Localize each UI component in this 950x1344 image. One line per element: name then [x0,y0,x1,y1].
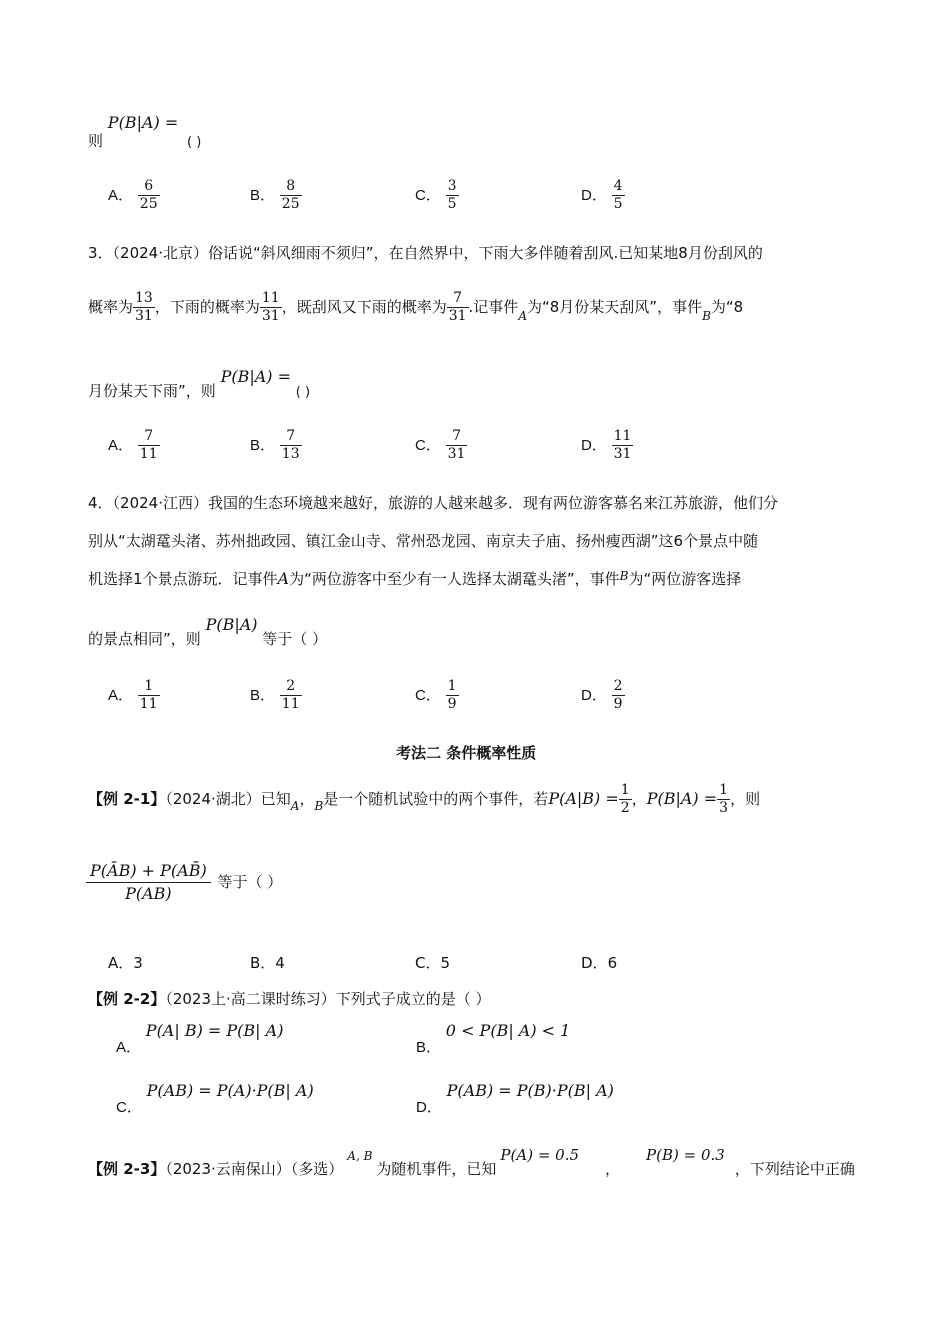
ex23-line1: 【例 2-3】（2023·云南保山）（多选）A, B为随机事件，已知P(A) = 0.5，P(B) = 0.3，下列结论中正确 [88,1146,855,1178]
q4-option-c: C． $\frac{1}{9}$ [415,678,457,712]
ex21-option-b: B．4 [250,954,285,972]
ex22-option-d: D． P(AB) = P(B)·P(B| A) [416,1081,614,1116]
option-label: B． [250,187,276,204]
ex22-option-b: B． 0 < P(B| A) < 1 [416,1021,571,1056]
top-paren: ( ) [187,135,202,150]
q3-option-b: B． $\frac{7}{13}$ [250,428,300,462]
option-fraction: $\frac{4}{5}$ [613,178,623,212]
ex21-line1: 【例 2-1】（2024·湖北）已知$_A$，$_B$是一个随机试验中的两个事件，若P(A|B) = $\frac{1}{2}$ ，P(B|A) = $\frac{1}{3}$ ，则 [88,782,761,816]
option-label: D． [581,187,607,204]
q4-option-b: B． $\frac{2}{11}$ [250,678,300,712]
option-fraction: $\frac{8}{25}$ [281,178,300,212]
ex21-option-a: A．3 [108,954,143,972]
section-title: 考法二 条件概率性质 [396,744,537,762]
q3-option-c: C． $\frac{7}{31}$ [415,428,466,462]
top-expr: P(B|A) = [107,113,179,132]
q3-option-d: D． $\frac{11}{31}$ [581,428,632,462]
ex22-option-c: C． P(AB) = P(A)·P(B| A) [116,1081,314,1116]
q4-option-d: D． $\frac{2}{9}$ [581,678,623,712]
top-option-c [415,178,459,213]
ex22-line1: 【例 2-2】（2023上·高二课时练习）下列式子成立的是（ ） [88,990,491,1008]
q4-line4: 的景点相同”，则 P(B|A) 等于（ ） [88,615,328,648]
q4-option-a: A． $\frac{1}{11}$ [108,678,158,712]
option-fraction: $\frac{3}{5}$ [447,178,457,212]
q3-option-a: A． $\frac{7}{11}$ [108,428,158,462]
ex21-option-c: C．5 [415,954,451,972]
option-fraction: $\frac{6}{25}$ [139,178,158,212]
top-option-a [108,178,160,213]
ex21-option-d: D．6 [581,954,618,972]
ex22-option-a: A． P(A| B) = P(B| A) [116,1021,284,1056]
option-label: A． [108,187,134,204]
top-option-d [581,178,625,213]
top-option-b [250,178,302,213]
q3-line2: 概率为 $\frac{13}{31}$ ，下雨的概率为 $\frac{11}{31}$ ，既刮风又下雨的概率为 $\frac{7}{31}$ .记事件$_A$为“8月份某天刮风”，事件$_B$为“8 [88,290,744,324]
ex21-big-fraction: $\frac{P(ĀB) + P(AB̄)}{P(AB)}$ 等于（ ） [88,860,282,905]
q4-line3: 机选择1个景点游玩．记事件A为“两位游客中至少有一人选择太湖鼋头渚”，事件$^B$为“两位游客选择 [88,569,742,588]
q3-line1: 3．（2024·北京）俗话说“斜风细雨不须归”，在自然界中，下雨大多伴随着刮风.已知某地8月份刮风的 [88,244,763,262]
top-ze: 则 [88,132,104,150]
q4-line1: 4．（2024·江西）我国的生态环境越来越好，旅游的人越来越多．现有两位游客慕名来江苏旅游，他们分 [88,494,778,512]
q3-line3: 月份某天下雨”，则 P(B|A) = ( ) [88,367,311,400]
q4-line2: 别从“太湖鼋头渚、苏州拙政园、镇江金山寺、常州恐龙园、南京夫子庙、扬州瘦西湖”这6个景点中随 [88,532,759,550]
top-question [88,113,202,150]
option-label: C． [415,187,441,204]
